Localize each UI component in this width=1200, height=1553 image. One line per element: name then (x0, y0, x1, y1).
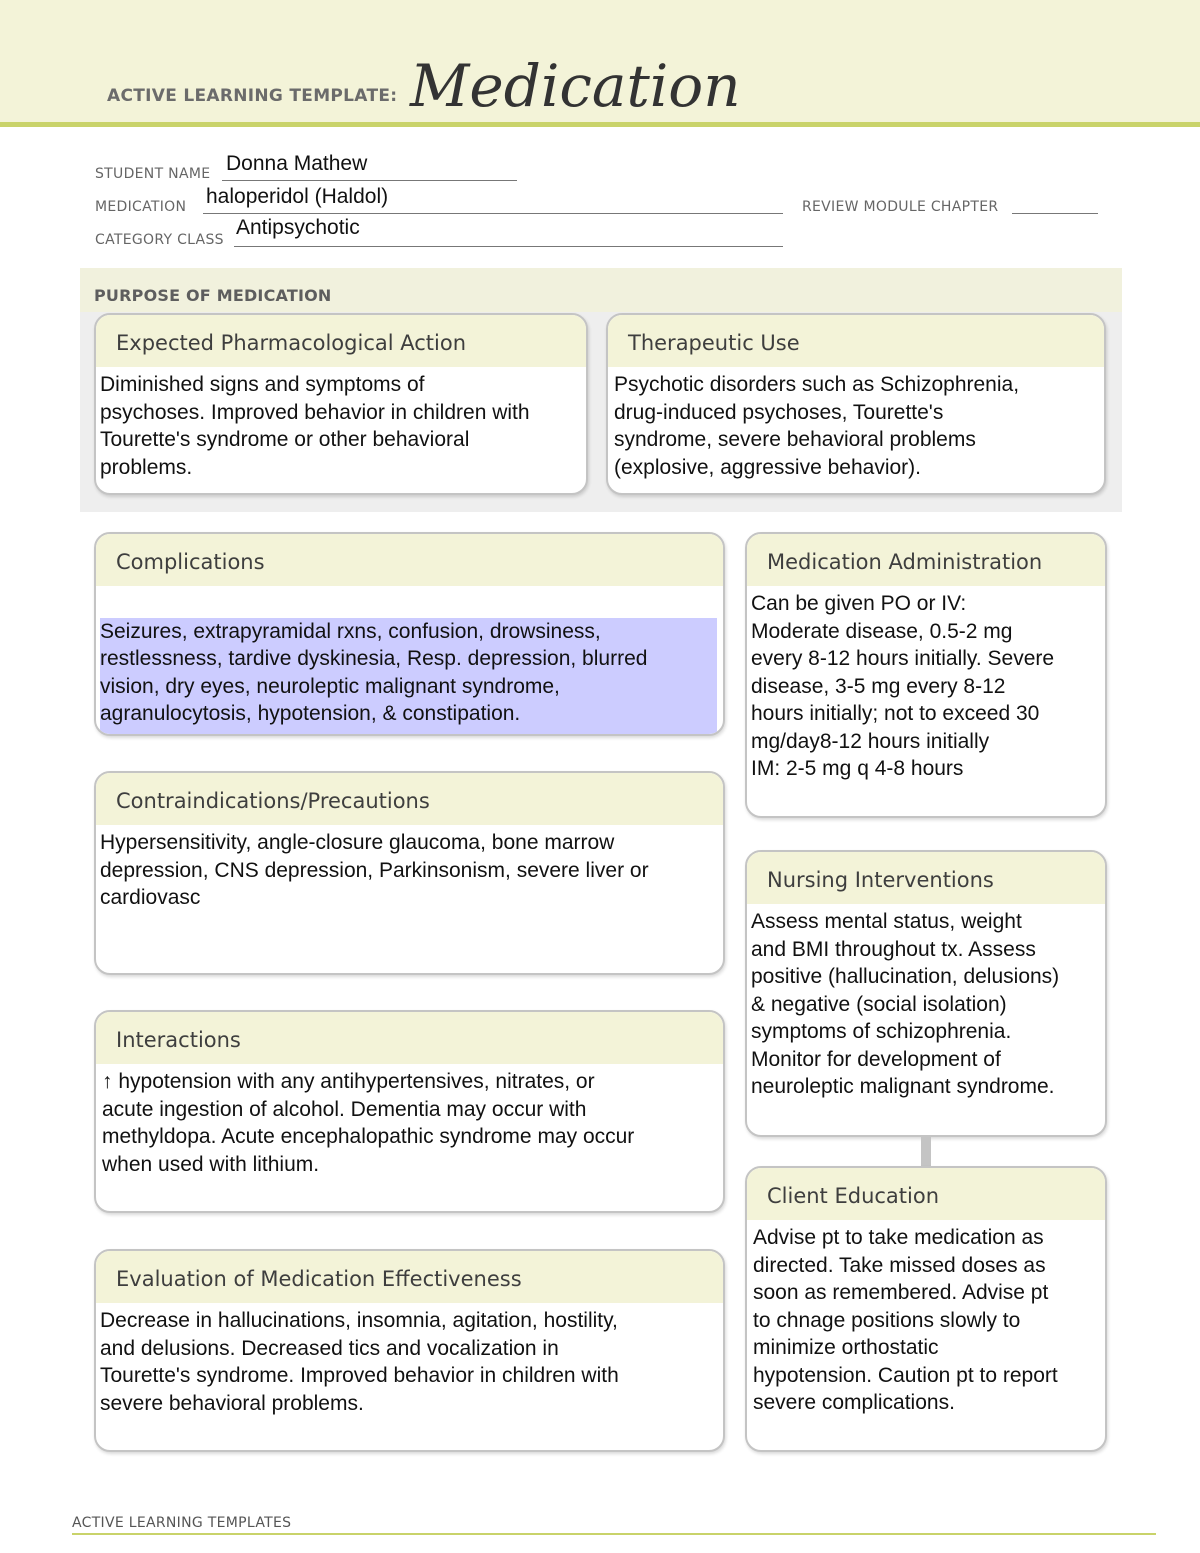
interactions-text[interactable]: ↑ hypotension with any antihypertensives, nitrates, or acute ingestion of alcohol. Dementia may occur with methyldopa. Acute encephalopathic syndrome may occur when used with lithium. (102, 1070, 635, 1176)
medication-administration-title: Medication Administration (747, 534, 1105, 586)
purpose-section-label: PURPOSE OF MEDICATION (94, 286, 332, 305)
complications-card (94, 532, 725, 736)
complications-body (96, 586, 723, 736)
review-module-label: REVIEW MODULE CHAPTER (802, 199, 999, 215)
interactions-title: Interactions (96, 1012, 723, 1064)
student-name-field[interactable]: Donna Mathew (226, 152, 368, 175)
therapeutic-use-card (606, 313, 1106, 495)
interactions-card (94, 1010, 725, 1213)
nursing-interventions-text[interactable]: Assess mental status, weight and BMI throughout tx. Assess positive (hallucination, delusions) & negative (social isolation) symptoms of schizophrenia. Monitor for development of neuroleptic malignant syndrome. (751, 910, 1060, 1098)
template-label: ACTIVE LEARNING TEMPLATE: (107, 86, 398, 106)
client-education-title: Client Education (747, 1168, 1105, 1220)
client-education-card (745, 1166, 1107, 1452)
contraindications-text[interactable]: Hypersensitivity, angle-closure glaucoma, bone marrow depression, CNS depression, Parkinsonism, severe liver or cardiovasc (100, 831, 649, 909)
medication-administration-text[interactable]: Can be given PO or IV: Moderate disease, 0.5-2 mg every 8-12 hours initially. Severe disease, 3-5 mg every 8-12 hours initially; not to exceed 30 mg/day8-12 hours initially IM: 2-5 mg q 4-8 hours (751, 592, 1055, 780)
medication-line (203, 213, 783, 214)
review-module-field[interactable] (1012, 213, 1098, 214)
nursing-interventions-card (745, 850, 1107, 1137)
expected-action-title: Expected Pharmacological Action (96, 315, 586, 367)
evaluation-card (94, 1249, 725, 1452)
student-name-label: STUDENT NAME (95, 166, 211, 182)
category-class-field[interactable]: Antipsychotic (236, 216, 360, 239)
evaluation-text[interactable]: Decrease in hallucinations, insomnia, agitation, hostility, and delusions. Decreased tics and vocalization in Tourette's syndrome. Improved behavior in children with severe behavioral problems. (100, 1309, 619, 1415)
therapeutic-use-text[interactable]: Psychotic disorders such as Schizophrenia, drug-induced psychoses, Tourette's syndrome, severe behavioral problems (explosive, aggressive behavior). (614, 373, 1020, 479)
category-class-line (234, 246, 783, 247)
expected-action-card (94, 313, 588, 495)
contraindications-title: Contraindications/Precautions (96, 773, 723, 825)
evaluation-title: Evaluation of Medication Effectiveness (96, 1251, 723, 1303)
medication-field[interactable]: haloperidol (Haldol) (206, 185, 389, 208)
page-title: Medication (410, 52, 741, 120)
footer-label: ACTIVE LEARNING TEMPLATES (72, 1515, 292, 1531)
medication-administration-card (745, 532, 1107, 818)
footer-rule (72, 1533, 1156, 1535)
card-connector (921, 1136, 931, 1166)
student-name-line (222, 180, 517, 181)
complications-text[interactable]: Seizures, extrapyramidal rxns, confusion, drowsiness, restlessness, tardive dyskinesia, Resp. depression, blurred vision, dry eyes, neuroleptic malignant syndrome, agranulocytosis, hypotension, & constipation. (100, 618, 717, 737)
medication-label: MEDICATION (95, 199, 187, 215)
nursing-interventions-title: Nursing Interventions (747, 852, 1105, 904)
category-class-label: CATEGORY CLASS (95, 232, 224, 248)
expected-action-text[interactable]: Diminished signs and symptoms of psychoses. Improved behavior in children with Tourette's syndrome or other behavioral problems. (100, 373, 530, 479)
complications-title: Complications (96, 534, 723, 586)
client-education-text[interactable]: Advise pt to take medication as directed. Take missed doses as soon as remembered. Advise pt to chnage positions slowly to minimize orthostatic hypotension. Caution pt to report severe complications. (753, 1226, 1058, 1414)
contraindications-card (94, 771, 725, 975)
therapeutic-use-title: Therapeutic Use (608, 315, 1104, 367)
header-rule (0, 122, 1200, 127)
